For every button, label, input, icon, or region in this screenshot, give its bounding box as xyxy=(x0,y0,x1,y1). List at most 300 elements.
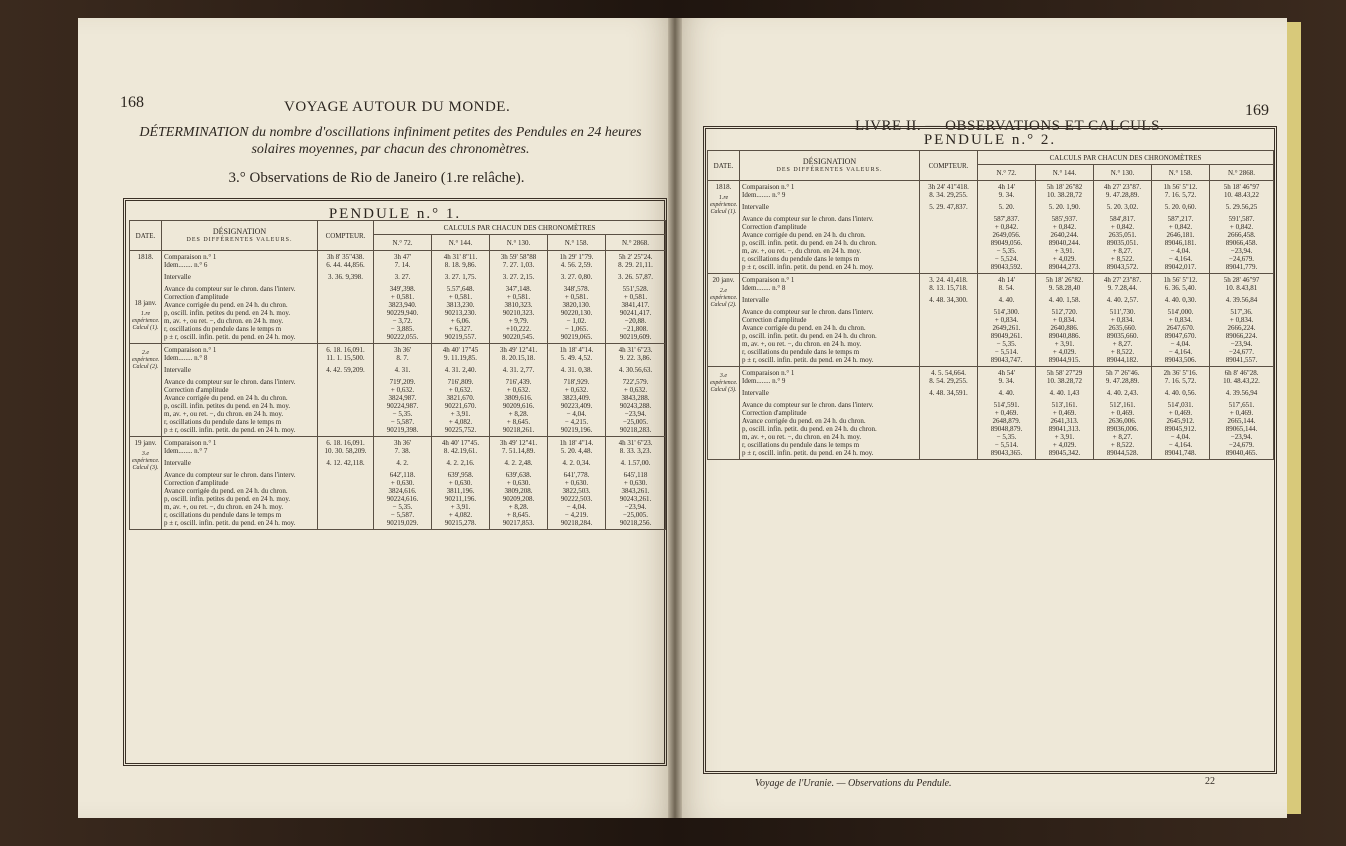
calc-value: − 5,587. xyxy=(390,418,415,426)
compteur-value xyxy=(922,231,975,239)
compteur-value xyxy=(320,386,371,394)
calc-value: + 0,469. xyxy=(1052,409,1077,417)
designation-label: Comparaison n.° 1 xyxy=(164,253,217,261)
calc-value: 3. 27. 0,80. xyxy=(560,273,593,281)
table-title-left: PENDULE n.° 1. xyxy=(328,206,462,222)
calc-value: 7. 38. xyxy=(394,447,411,455)
experience-label: 1.re expérience. Calcul (1). xyxy=(710,195,738,215)
header-designation xyxy=(740,151,920,181)
compteur-value xyxy=(922,239,975,247)
compteur-cell xyxy=(318,251,374,344)
calc-value: 90218,261. xyxy=(502,426,535,434)
calc-value: + 0,842. xyxy=(1110,223,1135,231)
date-label: 19 janv. xyxy=(134,439,157,447)
calc-value: 5h 18' 26"82. xyxy=(1045,276,1084,284)
calc-value: 90243,288. xyxy=(619,402,652,410)
designation-label: Comparaison n.° 1 xyxy=(164,439,217,447)
calc-value: 2640,886. xyxy=(1050,324,1079,332)
designation-label: r, oscillations du pendule dans le temps m xyxy=(164,325,282,333)
designation-label: Idem........ n.° 6 xyxy=(164,261,208,269)
calc-value: + 8,27. xyxy=(1112,247,1133,255)
calc-value: 89044,528. xyxy=(1106,449,1139,457)
compteur-value xyxy=(922,255,975,263)
calc-value: + 0,632. xyxy=(448,386,473,394)
calc-value: −24,679. xyxy=(1229,441,1254,449)
designation-label: Avance du compteur sur le chron. dans l'interv. xyxy=(164,285,296,293)
designation-label: Comparaison n.° 1 xyxy=(742,369,795,377)
compteur-value xyxy=(320,418,371,426)
calc-value: 1h 18' 4"14. xyxy=(559,439,594,447)
calc-value: 641',778. xyxy=(563,471,590,479)
calc-value: − 5,35. xyxy=(996,247,1017,255)
designation-label: Intervalle xyxy=(164,273,191,281)
compteur-value xyxy=(922,308,975,316)
calc-value: 9. 7.28,44. xyxy=(1107,284,1138,292)
calc-value: 1h 56' 5"12. xyxy=(1163,276,1198,284)
header-compteur: COMPTEUR. xyxy=(920,151,978,181)
designation-label: Avance corrigée du pend. en 24 h. du chron. xyxy=(164,394,288,402)
calc-value: 3h 36' xyxy=(393,346,411,354)
calc-value: − 5,514. xyxy=(994,348,1019,356)
calc-value: + 0,632. xyxy=(623,386,648,394)
calc-value: 1h 18' 4"14. xyxy=(559,346,594,354)
calc-value: 4. 40. 1,43 xyxy=(1049,389,1080,397)
calc-value: 10. 38.28,72 xyxy=(1047,191,1082,199)
calc-value: + 0,581. xyxy=(448,293,473,301)
calc-value: 7. 16. 5,72. xyxy=(1164,191,1197,199)
compteur-cell xyxy=(920,181,978,274)
designation-label: Correction d'amplitude xyxy=(742,223,807,231)
date-label: 20 janv. xyxy=(712,276,735,284)
calc-value: 4. 40. 0,56. xyxy=(1164,389,1197,397)
calc-value: 9. 47.28,89. xyxy=(1105,191,1140,199)
calc-value: 89043,506. xyxy=(1164,356,1197,364)
header-designation-title: DÉSIGNATION xyxy=(212,226,267,236)
calc-value: 4. 56. 2,59. xyxy=(560,261,593,269)
designation-label: Correction d'amplitude xyxy=(742,316,807,324)
experience-block xyxy=(708,181,1274,274)
compteur-value: 8. 13. 15,718. xyxy=(929,284,968,292)
designation-cell xyxy=(740,367,920,460)
compteur-value xyxy=(320,325,371,333)
calc-value: 7. 16. 5,72. xyxy=(1164,377,1197,385)
compteur-value xyxy=(922,316,975,324)
date-cell xyxy=(708,181,740,274)
calc-value: 90219,398. xyxy=(386,426,419,434)
calc-value: 2666,224. xyxy=(1227,324,1256,332)
calc-value: 5h 28' 46"97 xyxy=(1223,276,1260,284)
calc-value: 587',837. xyxy=(993,215,1020,223)
calc-value: 90218,284. xyxy=(560,519,593,527)
calc-value: 5. 20. xyxy=(998,203,1015,211)
compteur-value xyxy=(320,511,371,519)
calc-value: + 0,632. xyxy=(390,386,415,394)
running-head-left: VOYAGE AUTOUR DU MONDE. xyxy=(284,99,511,115)
calc-value: 90219,196. xyxy=(560,426,593,434)
compteur-value xyxy=(320,503,371,511)
calc-value: 90220,545. xyxy=(502,333,535,341)
calc-value: 5h 58' 27"29 xyxy=(1046,369,1083,377)
designation-cell xyxy=(162,437,318,530)
designation-label: m, av. +, ou ret. −, du chron. en 24 h. moy. xyxy=(742,433,862,441)
calc-value: 3. 26. 57,87. xyxy=(618,273,654,281)
calc-value: 10. 38.28,72 xyxy=(1047,377,1082,385)
designation-label: Avance du compteur sur le chron. dans l'interv. xyxy=(742,308,874,316)
calc-value: 90213,230. xyxy=(444,309,477,317)
compteur-value xyxy=(320,495,371,503)
calc-value: + 3,91. xyxy=(1054,247,1075,255)
calc-value: 3h 47' xyxy=(393,253,411,261)
calc-value: 349',398. xyxy=(389,285,416,293)
calc-value: + 0,632. xyxy=(564,386,589,394)
compteur-value: 6. 44. 44,856. xyxy=(326,261,365,269)
calc-value: − 3,885. xyxy=(390,325,415,333)
calc-value: − 4,04. xyxy=(1170,433,1191,441)
calc-value: 89041,557. xyxy=(1225,356,1258,364)
compteur-cell xyxy=(318,344,374,437)
page-number-right: 169 xyxy=(1245,102,1269,119)
calc-value: 89045,342. xyxy=(1048,449,1081,457)
calc-value: 4. 30.56,63. xyxy=(618,366,653,374)
compteur-value xyxy=(922,223,975,231)
calc-value: 5. 20. 4,48. xyxy=(560,447,593,455)
compteur-value xyxy=(320,394,371,402)
calc-value: + 0,630. xyxy=(623,479,648,487)
designation-label: Correction d'amplitude xyxy=(164,386,229,394)
compteur-value xyxy=(320,487,371,495)
compteur-value: 3h 8' 35"438. xyxy=(326,253,365,261)
calc-value: 3821,670. xyxy=(446,394,475,402)
compteur-value xyxy=(320,410,371,418)
calc-value: 4. 40. 1,58. xyxy=(1048,296,1081,304)
compteur-value xyxy=(320,301,371,309)
experience-label: 1.re expérience. Calcul (1). xyxy=(132,311,160,331)
header-date: DATE. xyxy=(130,221,162,251)
designation-label: Avance corrigée du pend. en 24 h. du chron. xyxy=(164,301,288,309)
calc-value: 722',579. xyxy=(622,378,649,386)
calc-value: 513',161. xyxy=(1051,401,1078,409)
compteur-value xyxy=(922,356,975,364)
calc-value: 2649,261. xyxy=(992,324,1021,332)
calc-value: 514',300. xyxy=(993,308,1020,316)
chronometer-values xyxy=(1152,367,1210,460)
chronometer-values xyxy=(1094,181,1152,274)
calc-value: + 0,842. xyxy=(1168,223,1193,231)
date-cell xyxy=(708,274,740,367)
chronometer-values xyxy=(490,251,548,344)
compteur-value: 4. 48. 34,591. xyxy=(929,389,968,397)
calc-value: + 8,522. xyxy=(1110,441,1135,449)
header-chronometer: N.° 72. xyxy=(374,235,432,251)
header-chronometer: N.° 144. xyxy=(1036,165,1094,181)
calc-value: 90224,987. xyxy=(386,402,419,410)
header-calculs: CALCULS PAR CHACUN DES CHRONOMÈTRES xyxy=(374,221,666,235)
calc-value: 3. 27. 2,15. xyxy=(502,273,535,281)
calc-value: + 6,327. xyxy=(448,325,473,333)
calc-value: 90219,609. xyxy=(619,333,652,341)
calc-value: + 0,834. xyxy=(1229,316,1254,324)
experience-label: 3.e expérience. Calcul (3). xyxy=(710,373,738,393)
calc-value: 8. 54. xyxy=(998,284,1015,292)
calc-value: 89036,006. xyxy=(1106,425,1139,433)
calc-value: 10. 48.43,22 xyxy=(1224,191,1260,199)
chronometer-values xyxy=(490,437,548,530)
calc-value: 9. 34. xyxy=(998,191,1015,199)
calc-value: + 0,581. xyxy=(564,293,589,301)
calc-value: 89040,244. xyxy=(1048,239,1081,247)
designation-label: p ± r, oscill. infin. petit. du pend. en 24 h. moy. xyxy=(164,426,296,434)
designation-label: Avance corrigée du pend. en 24 h. du chron. xyxy=(742,324,866,332)
calc-value: −23,94. xyxy=(1230,247,1253,255)
compteur-value: 4. 42. 59,209. xyxy=(326,366,365,374)
calc-value: 89035,660. xyxy=(1106,332,1139,340)
calc-value: 89043,365. xyxy=(990,449,1023,457)
calc-value: 89044,182. xyxy=(1106,356,1139,364)
designation-label: r, oscillations du pendule dans le temps m xyxy=(742,255,860,263)
calc-value: 3. 27. 1,75. xyxy=(444,273,477,281)
calc-value: − 5,524. xyxy=(994,255,1019,263)
calc-value: 348',578. xyxy=(563,285,590,293)
experience-block xyxy=(708,367,1274,460)
calc-value: + 3,91. xyxy=(450,410,471,418)
calc-value: + 0,581. xyxy=(506,293,531,301)
calc-value: 6. 36. 5,40. xyxy=(1164,284,1197,292)
year-label: 1818. xyxy=(715,183,732,191)
calc-value: + 8,522. xyxy=(1110,255,1135,263)
calc-value: + 0,469. xyxy=(1229,409,1254,417)
chronometer-values xyxy=(1152,181,1210,274)
calc-value: 90211,196. xyxy=(444,495,477,503)
calc-value: − 5,587. xyxy=(390,511,415,519)
compteur-value xyxy=(922,401,975,409)
page-edge xyxy=(1287,22,1301,814)
compteur-value xyxy=(320,402,371,410)
calc-value: 5. 20. 0,60. xyxy=(1164,203,1197,211)
signature-mark: 22 xyxy=(1205,776,1215,787)
designation-label: Intervalle xyxy=(742,389,769,397)
calc-value: + 4,082. xyxy=(448,511,473,519)
running-head-right: LIVRE II. — OBSERVATIONS ET CALCULS. xyxy=(855,118,1165,134)
designation-label: Correction d'amplitude xyxy=(742,409,807,417)
calc-value: 4. 40. xyxy=(998,389,1015,397)
calc-value: + 0,842. xyxy=(1229,223,1254,231)
calc-value: 1h 29' 1"79. xyxy=(559,253,594,261)
calc-value: 89041,779. xyxy=(1225,263,1258,271)
calc-value: −23,94. xyxy=(624,410,647,418)
calc-value: 3843,261. xyxy=(621,487,650,495)
calc-value: 716',809. xyxy=(447,378,474,386)
calc-value: 90219,557. xyxy=(444,333,477,341)
compteur-value xyxy=(320,285,371,293)
calc-value: 1h 56' 5"12. xyxy=(1163,183,1198,191)
page-footer: Voyage de l'Uranie. — Observations du Pendule. xyxy=(755,778,952,789)
calc-value: 4. 40. 2,57. xyxy=(1106,296,1139,304)
calc-value: 89045,912. xyxy=(1164,425,1197,433)
calc-value: 2665,144. xyxy=(1227,417,1256,425)
calc-value: 90220,130. xyxy=(560,309,593,317)
calc-value: 3824,987. xyxy=(388,394,417,402)
calc-value: 90222,503. xyxy=(560,495,593,503)
designation-label: p, oscill. infin. petites du pend. en 24 h. moy. xyxy=(164,309,291,317)
calc-value: + 0,581. xyxy=(623,293,648,301)
calc-value: 5h 2' 25"24. xyxy=(618,253,653,261)
calc-value: + 3,91. xyxy=(1054,340,1075,348)
experience-label: 2.e expérience. Calcul (2). xyxy=(132,350,160,370)
calc-value: 8. 33. 3,23. xyxy=(619,447,652,455)
calc-value: + 4,029. xyxy=(1052,255,1077,263)
calc-value: + 0,469. xyxy=(1110,409,1135,417)
calc-value: − 5,35. xyxy=(392,503,413,511)
calc-value: + 0,842. xyxy=(1052,223,1077,231)
calc-value: − 4,215. xyxy=(564,418,589,426)
designation-label: p ± r, oscill. infin. petit. du pend. en 24 h. moy. xyxy=(742,356,874,364)
chronometer-values xyxy=(432,344,490,437)
compteur-value xyxy=(320,479,371,487)
calc-value: 4h 14' xyxy=(997,276,1015,284)
compteur-value xyxy=(320,293,371,301)
designation-label: m, av. +, ou ret. −, du chron. en 24 h. moy. xyxy=(164,317,284,325)
calc-value: 4h 14' xyxy=(997,183,1015,191)
calc-value: 10. 8.43,81 xyxy=(1225,284,1258,292)
calc-value: 89047,670. xyxy=(1164,332,1197,340)
calc-value: + 6,06. xyxy=(450,317,471,325)
calc-value: 90217,853. xyxy=(502,519,535,527)
calc-value: + 3,91. xyxy=(1054,433,1075,441)
chronometer-values xyxy=(1210,181,1274,274)
chronometer-values xyxy=(432,251,490,344)
calc-value: 9. 34. xyxy=(998,377,1015,385)
calc-value: 9. 47.28,89. xyxy=(1105,377,1140,385)
designation-cell xyxy=(162,251,318,344)
designation-label: p, oscill. infin. petit. du pend. en 24 h. du chron. xyxy=(742,425,877,433)
calc-value: 3809,616. xyxy=(504,394,533,402)
designation-label: Idem........ n.° 8 xyxy=(164,354,208,362)
calc-value: −21,808. xyxy=(623,325,648,333)
calc-value: −20,88. xyxy=(624,317,647,325)
experience-block xyxy=(708,274,1274,367)
calc-value: − 4,04. xyxy=(566,410,587,418)
calc-value: − 1,065. xyxy=(564,325,589,333)
calc-value: 89043,592. xyxy=(990,263,1023,271)
designation-cell xyxy=(740,274,920,367)
designation-label: Avance corrigée du pend. en 24 h. du chron. xyxy=(164,487,288,495)
calc-value: 90215,278. xyxy=(444,519,477,527)
calc-value: 10. 48.43,22. xyxy=(1223,377,1260,385)
designation-label: p ± r, oscill. infin. petit. du pend. en 24 h. moy. xyxy=(164,519,296,527)
calc-value: 89035,051. xyxy=(1106,239,1139,247)
calc-value: + 0,630. xyxy=(448,479,473,487)
calc-value: + 8,27. xyxy=(1112,340,1133,348)
calc-value: 7. 14. xyxy=(394,261,411,269)
calc-value: 89040,465. xyxy=(1225,449,1258,457)
calc-value: − 4,04. xyxy=(566,503,587,511)
calc-value: 89066,458. xyxy=(1225,239,1258,247)
calc-value: 645',118 xyxy=(623,471,648,479)
calc-value: 90224,616. xyxy=(386,495,419,503)
compteur-value: 4. 5. 54,664. xyxy=(931,369,966,377)
designation-label: Idem........ n.° 9 xyxy=(742,377,786,385)
calc-value: 5. 20. 1,90. xyxy=(1048,203,1081,211)
designation-label: p ± r, oscill. infin. petit. du pend. en 24 h. moy. xyxy=(742,263,874,271)
header-chronometer: N.° 144. xyxy=(432,235,490,251)
calc-value: 514',000. xyxy=(1167,308,1194,316)
header-designation-sub: DES DIFFÉRENTES VALEURS. xyxy=(186,236,293,243)
calc-value: 4h 40' 17"45. xyxy=(441,439,480,447)
designation-label: r, oscillations du pendule dans le temps m xyxy=(742,348,860,356)
designation-label: p, oscill. infin. petit. du pend. en 24 h. du chron. xyxy=(742,332,877,340)
calc-value: + 0,469. xyxy=(994,409,1019,417)
calc-value: 5.57',648. xyxy=(446,285,475,293)
calc-value: −23,94. xyxy=(1230,433,1253,441)
header-chronometer: N.° 158. xyxy=(1152,165,1210,181)
calc-value: + 3,91. xyxy=(450,503,471,511)
compteur-value xyxy=(320,309,371,317)
calc-value: 2635,051. xyxy=(1108,231,1137,239)
calc-value: 90223,409. xyxy=(560,402,593,410)
date-cell xyxy=(708,367,740,460)
calc-value: 89048,879. xyxy=(990,425,1023,433)
compteur-value: 4. 48. 34,300. xyxy=(929,296,968,304)
calc-value: 9. 58.28,40 xyxy=(1048,284,1081,292)
compteur-value: 3h 24' 41"418. xyxy=(928,183,969,191)
designation-label: Comparaison n.° 1 xyxy=(742,183,795,191)
calc-value: 3810,323. xyxy=(504,301,533,309)
calc-value: 89066,224. xyxy=(1225,332,1258,340)
calc-value: −25,005. xyxy=(623,511,648,519)
calc-value: 5. 20. 3,02. xyxy=(1106,203,1139,211)
compteur-value: 4. 12. 42,118. xyxy=(326,459,365,467)
calc-value: 551',528. xyxy=(622,285,649,293)
page-title: DÉTERMINATION du nombre d'oscillations infiniment petites des Pendules en 24 heures solaires moyennes, par chacun des chronomètres. xyxy=(139,125,642,157)
calc-value: 2640,244. xyxy=(1050,231,1079,239)
calc-value: 90218,283. xyxy=(619,426,652,434)
calc-value: 89040,886. xyxy=(1048,332,1081,340)
calc-value: 7. 51.14,89. xyxy=(501,447,536,455)
pendulum-table-1 xyxy=(129,220,666,530)
chronometer-values xyxy=(548,437,606,530)
experience-label: 3.e expérience. Calcul (3). xyxy=(132,451,160,471)
compteur-cell xyxy=(920,367,978,460)
calc-value: 2649,056. xyxy=(992,231,1021,239)
chronometer-values xyxy=(548,344,606,437)
designation-cell xyxy=(162,344,318,437)
calc-value: 4. 40. 0,30. xyxy=(1164,296,1197,304)
designation-label: p ± r, oscill. infin. petit. du pend. en 24 h. moy. xyxy=(164,333,296,341)
calc-value: − 4,04. xyxy=(1170,247,1191,255)
designation-label: Comparaison n.° 1 xyxy=(164,346,217,354)
chronometer-values xyxy=(1152,274,1210,367)
calc-value: + 0,842. xyxy=(994,223,1019,231)
calc-value: 642',118. xyxy=(389,471,416,479)
calc-value: 4. 2. 2,48. xyxy=(504,459,533,467)
calc-value: 4. 39.56,84 xyxy=(1225,296,1258,304)
chronometer-values xyxy=(1094,367,1152,460)
calc-value: 517',651. xyxy=(1228,401,1255,409)
calc-value: + 8,645. xyxy=(506,511,531,519)
calc-value: 511',730. xyxy=(1109,308,1136,316)
calc-value: 3811,196. xyxy=(446,487,475,495)
designation-label: Correction d'amplitude xyxy=(164,479,229,487)
pendulum-table-2 xyxy=(707,150,1274,460)
calc-value: −25,005. xyxy=(623,418,648,426)
calc-value: 5. 29.56,25 xyxy=(1225,203,1258,211)
header-chronometer: N.° 158. xyxy=(548,235,606,251)
calc-value: 89043,747. xyxy=(990,356,1023,364)
calc-value: 4. 39.56,94 xyxy=(1225,389,1258,397)
calc-value: 2648,879. xyxy=(992,417,1021,425)
compteur-value: 5. 29. 47,837. xyxy=(929,203,968,211)
calc-value: + 4,029. xyxy=(1052,441,1077,449)
